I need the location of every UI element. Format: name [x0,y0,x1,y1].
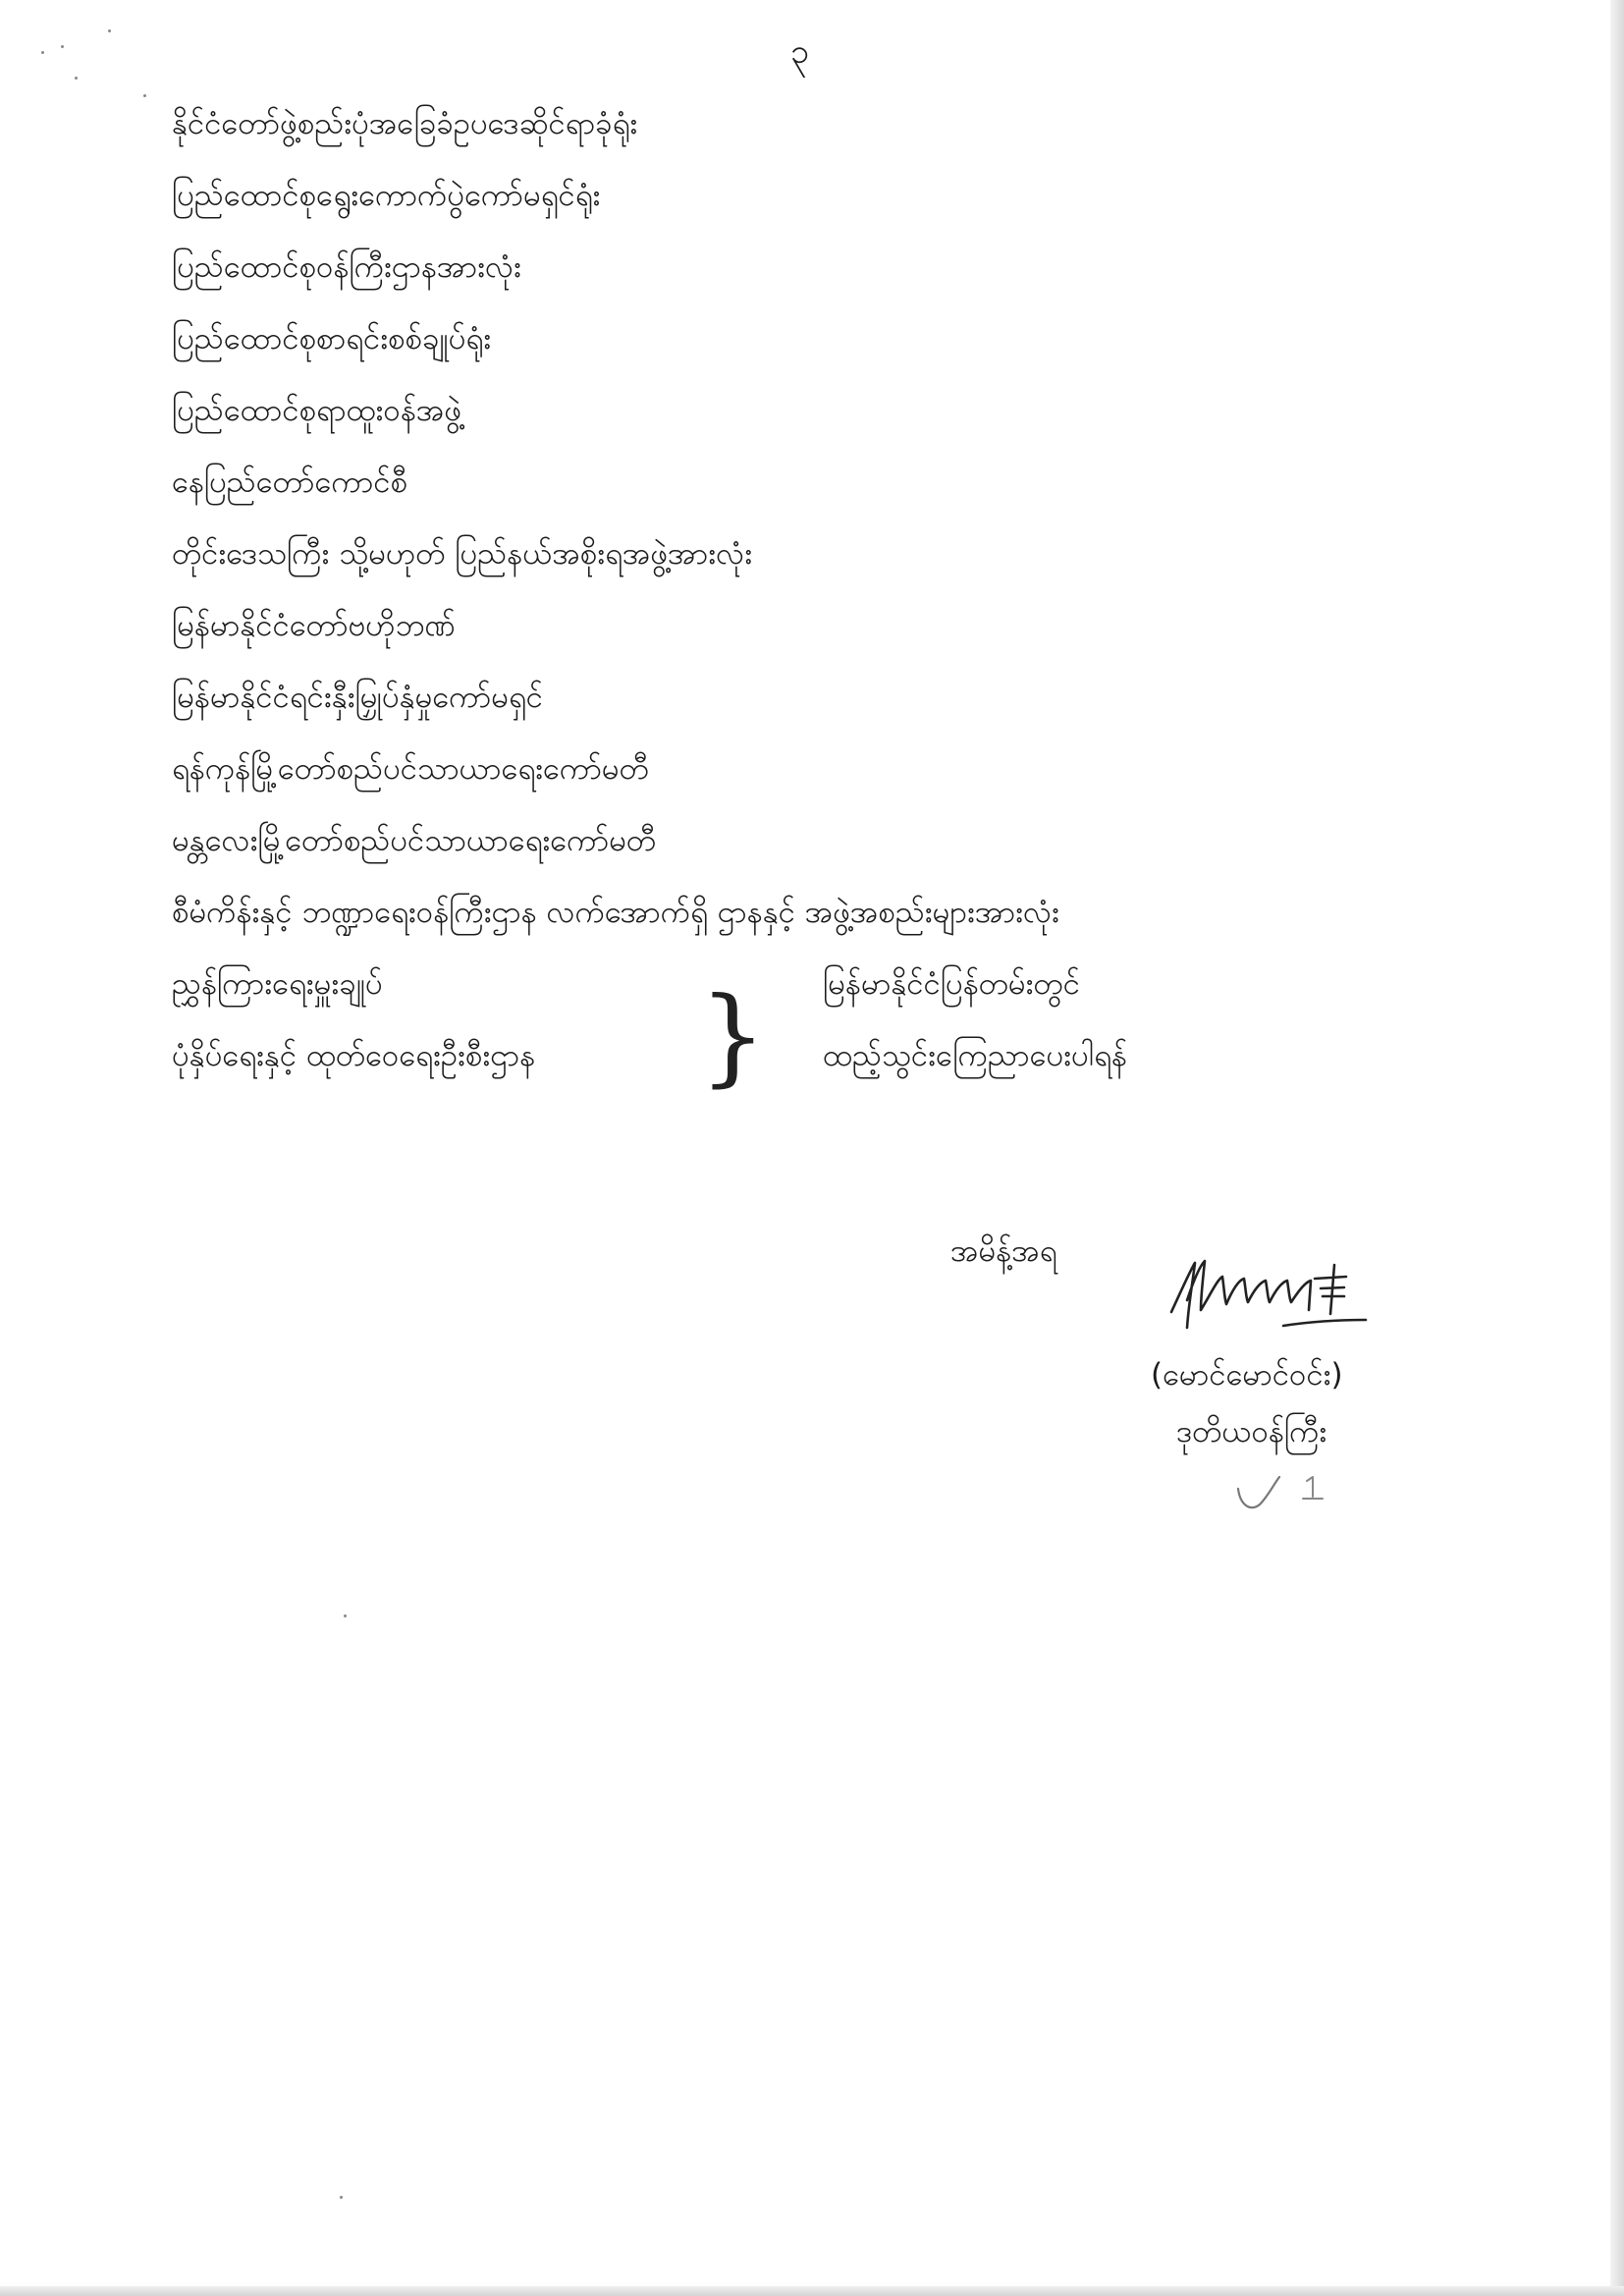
distribution-item: ပြည်ထောင်စုရွေးကောက်ပွဲကော်မရှင်ရုံး [172,178,601,213]
instruction-line: ထည့်သွင်းကြေညာပေးပါရန် [823,1038,1127,1073]
instruction-line: မြန်မာနိုင်ငံပြန်တမ်းတွင် [823,966,1080,1002]
scan-speck [75,77,78,80]
handwritten-check-mark [1232,1471,1350,1520]
signer-title: ဒုတိယဝန်ကြီး [1176,1414,1327,1449]
distribution-item: နိုင်ငံတော်ဖွဲ့စည်းပုံအခြေခံဥပဒေဆိုင်ရာခုံရုံး [172,106,638,141]
handwritten-signature [1162,1251,1378,1345]
signer-name: (မောင်မောင်ဝင်း) [1151,1357,1343,1393]
distribution-item: စီမံကိန်းနှင့် ဘဏ္ဍာရေးဝန်ကြီးဌာန လက်အောက်ရှိ ဌာနနှင့် အဖွဲ့အစည်းများအားလုံး [172,895,1059,930]
distribution-item: မြန်မာနိုင်ငံရင်းနှီးမြှုပ်နှံမှုကော်မရှင် [172,680,543,715]
distribution-item: ပြည်ထောင်စုစာရင်းစစ်ချုပ်ရုံး [172,321,492,356]
scan-speck [340,2196,343,2199]
scan-speck [41,51,44,54]
scan-speck [108,29,111,32]
distribution-item: တိုင်းဒေသကြီး သို့မဟုတ် ပြည်နယ်အစိုးရအဖွဲ့အားလုံး [172,536,753,572]
distribution-item: မန္တလေးမြို့တော်စည်ပင်သာယာရေးကော်မတီ [172,823,657,858]
scan-bottom-shadow [0,2286,1624,2296]
grouped-recipient: ပုံနှိပ်ရေးနှင့် ထုတ်ဝေရေးဦးစီးဌာန [172,1038,536,1073]
scan-speck [143,94,146,97]
scan-edge-shadow [1610,0,1624,2296]
distribution-item: ပြည်ထောင်စုဝန်ကြီးဌာနအားလုံး [172,249,521,285]
distribution-item: ရန်ကုန်မြို့တော်စည်ပင်သာယာရေးကော်မတီ [172,751,649,787]
scan-speck [61,45,64,48]
by-order-text: အမိန့်အရ [950,1233,1057,1269]
distribution-item: နေပြည်တော်ကောင်စီ [172,465,408,500]
scan-speck [344,1614,347,1617]
grouped-recipient: ညွှန်ကြားရေးမှူးချုပ် [172,966,383,1002]
distribution-item: မြန်မာနိုင်ငံတော်ဗဟိုဘဏ် [172,608,456,643]
grouping-brace: } [699,975,767,1098]
page-number: ၃ [790,32,810,72]
distribution-item: ပြည်ထောင်စုရာထူးဝန်အဖွဲ့ [172,393,462,428]
